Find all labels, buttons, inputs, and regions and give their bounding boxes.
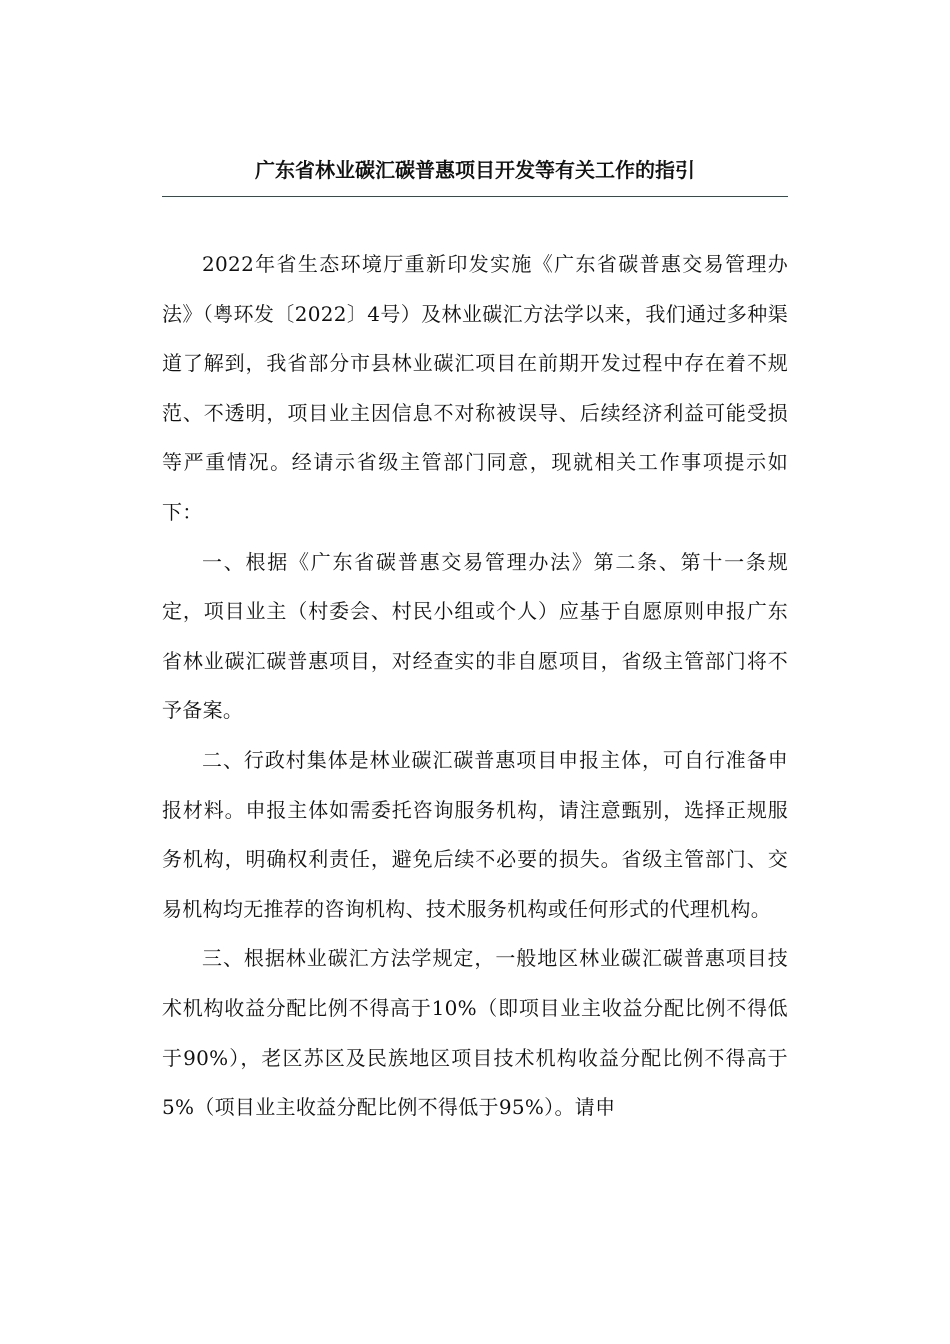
document-title: 广东省林业碳汇碳普惠项目开发等有关工作的指引: [255, 158, 695, 182]
document-body: [162, 240, 788, 1133]
paragraph-intro: 2022年省生态环境厅重新印发实施《广东省碳普惠交易管理办法》（粤环发〔2022〕4号）及林业碳汇方法学以来，我们通过多种渠道了解到，我省部分市县林业碳汇项目在前期开发过程中存在着不规范、不透明，项目业主因信息不对称被误导、后续经济利益可能受损等严重情况。经请示省级主管部门同意，现就相关工作事项提示如下：: [162, 252, 788, 524]
paragraph-item-1: 一、根据《广东省碳普惠交易管理办法》第二条、第十一条规定，项目业主（村委会、村民小组或个人）应基于自愿原则申报广东省林业碳汇碳普惠项目，对经查实的非自愿项目，省级主管部门将不予备案。: [162, 549, 788, 723]
paragraph-item-3: 三、根据林业碳汇方法学规定，一般地区林业碳汇碳普惠项目技术机构收益分配比例不得高于10%（即项目业主收益分配比例不得低于90%），老区苏区及民族地区项目技术机构收益分配比例不得高于5%（项目业主收益分配比例不得低于95%）。请申: [162, 946, 788, 1120]
title-divider: [162, 196, 788, 197]
paragraph-item-2: 二、行政村集体是林业碳汇碳普惠项目申报主体，可自行准备申报材料。申报主体如需委托咨询服务机构，请注意甄别，选择正规服务机构，明确权利责任，避免后续不必要的损失。省级主管部门、交易机构均无推荐的咨询机构、技术服务机构或任何形式的代理机构。: [162, 747, 788, 921]
